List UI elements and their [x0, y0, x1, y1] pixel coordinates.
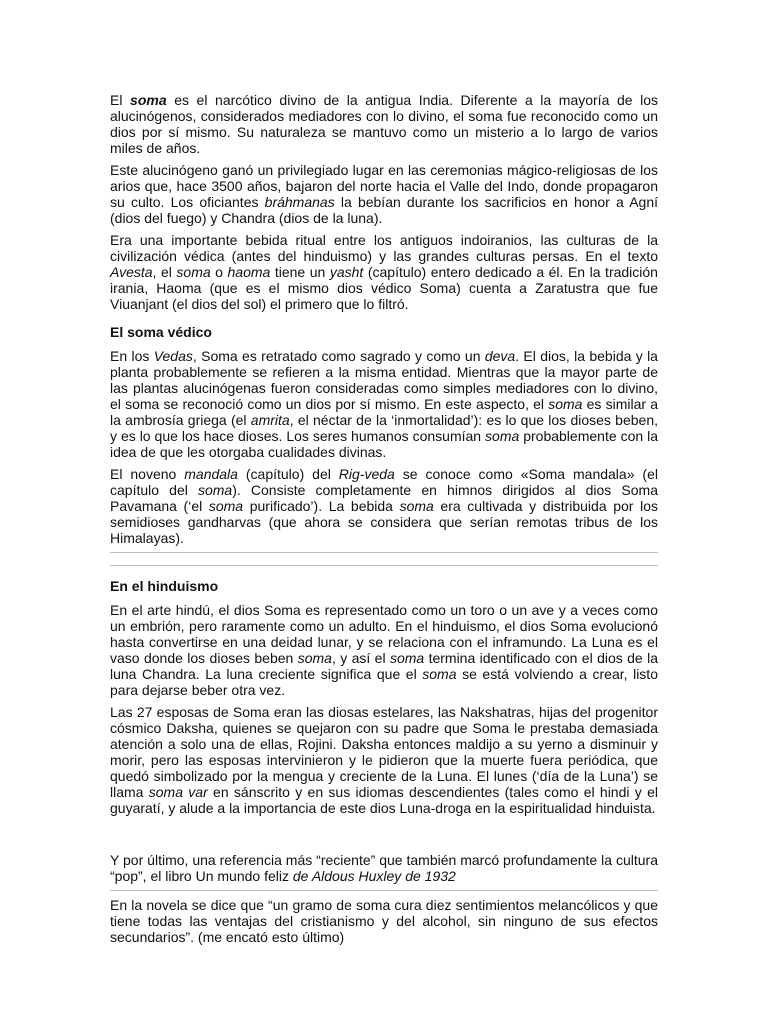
divider	[110, 890, 658, 891]
paragraph-indoiranios: Era una importante bebida ritual entre los antiguos indoiranios, las culturas de la civilización védica (antes del hinduismo) y las grandes culturas persas. En el texto Avesta, el soma o haoma tiene un yasht (capítulo) entero dedicado a él. En la tradición irania, Haoma (que es el mismo dios védico Soma) cuenta a Zaratustra que fue Viuanjant (el dios del sol) el primero que lo filtró.	[110, 232, 658, 312]
divider	[110, 552, 658, 553]
spacer	[110, 822, 658, 852]
section-heading-soma-vedico: El soma védico	[110, 324, 212, 340]
paragraph-vedas: En los Vedas, Soma es retratado como sagrado y como un deva. El dios, la bebida y la planta probablemente se refieren a la misma entidad. Mientras que la mayor parte de las plantas alucinógenas fueron consideradas como simples mediadores con lo divino, el soma se reconoció como un dios por sí mismo. En este aspecto, el soma es similar a la ambrosía griega (el amrita, el néctar de la ‘inmortalidad’): es lo que los dioses beben, y es lo que los hace dioses. Los seres humanos consumían soma probablemente con la idea de que les otorgaba cualidades divinas.	[110, 348, 658, 460]
paragraph-referencia: Y por último, una referencia más “reciente” que también marcó profundamente la cultura “pop”, el libro Un mundo feliz de Aldous Huxley de 1932	[110, 852, 658, 884]
term-soma: soma	[130, 92, 167, 108]
paragraph-mandala: El noveno mandala (capítulo) del Rig-veda se conoce como «Soma mandala» (el capítulo del soma). Consiste completamente en himnos dirigidos al dios Soma Pavamana (‘el soma purificado’). La bebida soma era cultivada y distribuida por los semidioses gandharvas (que ahora se considera que serían remotas tribus de los Himalayas).	[110, 466, 658, 546]
paragraph-arios: Este alucinógeno ganó un privilegiado lugar en las ceremonias mágico-religiosas de los arios que, hace 3500 años, bajaron del norte hacia el Valle del Indo, donde propagaron su culto. Los oficiantes bráhmanas la bebían durante los sacrificios en honor a Agní (dios del fuego) y Chandra (dios de la luna).	[110, 162, 658, 226]
paragraph-arte-hindu: En el arte hindú, el dios Soma es representado como un toro o un ave y a veces como un embrión, pero raramente como un adulto. En el hinduismo, el dios Soma evolucionó hasta convertirse en una deidad lunar, y se relaciona con el inframundo. La Luna es el vaso donde los dioses beben soma, y así el soma termina identificado con el dios de la luna Chandra. La luna creciente significa que el soma se está volviendo a crear, listo para dejarse beber otra vez.	[110, 602, 658, 698]
section-heading-hinduismo: En el hinduismo	[110, 578, 219, 594]
divider	[110, 565, 658, 566]
paragraph-novela: En la novela se dice que “un gramo de soma cura diez sentimientos melancólicos y que tiene todas las ventajas del cristianismo y del alcohol, sin ninguno de sus efectos secundarios”. (me encató esto último)	[110, 897, 658, 945]
paragraph-esposas: Las 27 esposas de Soma eran las diosas estelares, las Nakshatras, hijas del progenitor cósmico Daksha, quienes se quejaron con su padre que Soma le prestaba demasiada atención a solo una de ellas, Rojini. Daksha entonces maldijo a su yerno a disminuir y morir, pero las esposas intervinieron y le pidieron que la muerte fuera periódica, que quedó simbolizado por la mengua y creciente de la Luna. El lunes (‘día de la Luna’) se llama soma var en sánscrito y en sus idiomas descendientes (tales como el hindi y el guyaratí, y alude a la importancia de este dios Luna-droga en la espiritualidad hinduista.	[110, 704, 658, 816]
document-body	[110, 92, 658, 951]
paragraph-intro: El soma es el narcótico divino de la antigua India. Diferente a la mayoría de los alucinógenos, considerados mediadores con lo divino, el soma fue reconocido como un dios por sí mismo. Su naturaleza se mantuvo como un misterio a lo largo de varios miles de años.	[110, 92, 658, 156]
